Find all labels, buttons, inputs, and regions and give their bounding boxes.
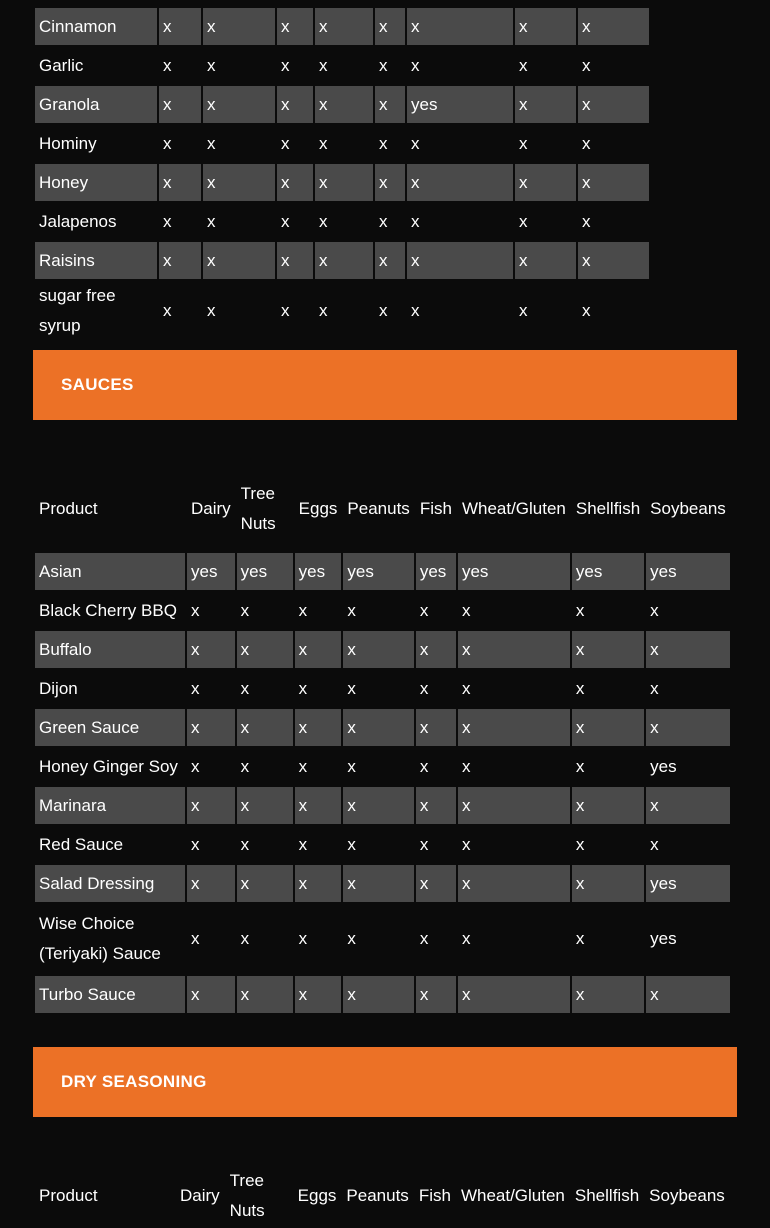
table-row [35, 125, 649, 162]
allergen-value-cell: x [298, 678, 308, 698]
allergen-value-cell: x [187, 631, 235, 668]
allergen-value-cell: x [203, 164, 275, 201]
column-header: Dairy [191, 499, 231, 518]
table-row [35, 8, 649, 45]
allergen-value-cell: x [416, 631, 456, 668]
column-header: Eggs [298, 499, 338, 518]
allergen-value-cell: x [515, 8, 576, 45]
allergen-value-cell: x [519, 133, 528, 153]
allergen-value-cell: x [519, 55, 528, 75]
allergen-value-cell: x [281, 55, 290, 75]
table-header-row [35, 1166, 729, 1226]
allergen-value-cell: x [646, 631, 730, 668]
allergen-value-cell: x [379, 133, 388, 153]
allergen-value-cell: x [343, 631, 413, 668]
allergen-value-cell: x [347, 678, 356, 698]
allergen-value-cell: x [458, 631, 570, 668]
allergen-value-cell: yes [646, 553, 730, 590]
allergen-value-cell: x [343, 709, 413, 746]
column-header: Shellfish [575, 499, 641, 518]
allergen-value-cell: x [295, 865, 342, 902]
product-name-cell: Dijon [39, 678, 78, 698]
table-row [35, 904, 730, 974]
allergen-value-cell: x [240, 600, 250, 620]
allergen-value-cell: yes [237, 553, 293, 590]
table-row [35, 553, 730, 590]
allergen-value-cell: x [578, 164, 649, 201]
allergen-value-cell: x [207, 55, 216, 75]
allergen-value-cell: x [319, 211, 328, 231]
allergen-value-cell: x [461, 600, 471, 620]
column-header: Peanuts [347, 499, 410, 518]
allergen-value-cell: x [240, 929, 250, 948]
allergen-value-cell: x [343, 865, 413, 902]
allergen-value-cell: x [575, 678, 585, 698]
allergen-value-cell: x [572, 709, 644, 746]
table-row [35, 47, 649, 84]
allergen-value-cell: x [416, 787, 456, 824]
column-header: Product [39, 499, 98, 518]
table-row [35, 826, 730, 863]
allergen-value-cell: yes [572, 553, 644, 590]
column-header: Product [39, 1186, 98, 1205]
allergen-value-cell: x [461, 678, 471, 698]
product-name-cell: Honey Ginger Soy [39, 756, 178, 776]
product-name-cell: Green Sauce [35, 709, 185, 746]
table-row [35, 670, 730, 707]
column-header: Wheat/Gluten [461, 499, 566, 518]
table-row [35, 865, 730, 902]
product-name-cell: Black Cherry BBQ [39, 600, 177, 620]
allergen-value-cell: x [572, 787, 644, 824]
column-header: Tree Nuts [240, 484, 276, 533]
allergen-value-cell: x [582, 55, 591, 75]
allergen-value-cell: yes [650, 929, 677, 948]
allergen-value-cell: x [458, 865, 570, 902]
allergen-value-cell: x [411, 301, 420, 320]
allergen-value-cell: x [343, 787, 413, 824]
allergen-value-cell: x [347, 929, 356, 948]
allergen-value-cell: x [187, 976, 235, 1013]
table-row [35, 86, 649, 123]
allergen-value-cell: x [315, 164, 373, 201]
allergen-value-cell: x [458, 976, 570, 1013]
allergen-value-cell: x [187, 709, 235, 746]
table-row [35, 748, 730, 785]
allergen-value-cell: x [419, 600, 429, 620]
allergen-value-cell: x [163, 133, 172, 153]
allergen-value-cell: x [191, 756, 200, 776]
allergen-value-cell: x [582, 133, 591, 153]
allergen-value-cell: x [237, 787, 293, 824]
allergen-value-cell: x [411, 55, 420, 75]
table-row [35, 709, 730, 746]
allergen-value-cell: x [315, 86, 373, 123]
allergen-value-cell: x [343, 976, 413, 1013]
allergen-value-cell: yes [416, 553, 456, 590]
product-name-cell: Garlic [39, 55, 84, 75]
allergen-value-cell: x [277, 8, 313, 45]
column-header: Fish [419, 499, 452, 518]
allergen-value-cell: x [411, 133, 420, 153]
table-row [35, 164, 649, 201]
allergen-value-cell: x [575, 929, 585, 948]
allergen-value-cell: x [419, 678, 429, 698]
column-header: Eggs [297, 1186, 337, 1205]
allergen-value-cell: x [416, 865, 456, 902]
allergen-value-cell: x [458, 787, 570, 824]
product-name-cell: Buffalo [35, 631, 185, 668]
allergen-value-cell: x [237, 865, 293, 902]
product-name-cell: Raisins [35, 242, 157, 279]
allergen-value-cell: x [191, 929, 200, 948]
allergen-value-cell: x [187, 787, 235, 824]
allergen-value-cell: yes [650, 756, 677, 776]
allergen-value-cell: yes [343, 553, 413, 590]
allergen-value-cell: x [515, 164, 576, 201]
allergen-value-cell: x [646, 709, 730, 746]
allergen-value-cell: x [419, 834, 429, 854]
sauces-allergen-table [33, 465, 732, 1015]
sauces-section-header: SAUCES [33, 350, 737, 420]
allergen-value-cell: x [582, 301, 591, 320]
allergen-value-cell: x [375, 242, 405, 279]
allergen-value-cell: x [281, 301, 290, 320]
allergen-value-cell: x [347, 834, 356, 854]
column-header: Wheat/Gluten [460, 1186, 565, 1205]
allergen-value-cell: x [515, 86, 576, 123]
allergen-value-cell: x [159, 164, 201, 201]
allergen-value-cell: x [295, 976, 342, 1013]
allergen-value-cell: x [646, 976, 730, 1013]
column-header: Shellfish [574, 1186, 640, 1205]
allergen-value-cell: x [411, 211, 420, 231]
allergen-value-cell: x [281, 211, 290, 231]
allergen-value-cell: x [237, 709, 293, 746]
product-name-cell: Granola [35, 86, 157, 123]
allergen-value-cell: x [575, 600, 585, 620]
allergen-value-cell: x [407, 164, 513, 201]
allergen-value-cell: x [203, 86, 275, 123]
table-row [35, 203, 649, 240]
allergen-value-cell: x [319, 133, 328, 153]
allergen-value-cell: x [347, 600, 356, 620]
allergen-value-cell: x [407, 242, 513, 279]
allergen-value-cell: x [191, 678, 200, 698]
allergen-value-cell: x [578, 86, 649, 123]
dry-seasoning-allergen-table [33, 1164, 731, 1228]
allergen-value-cell: x [159, 242, 201, 279]
table-row [35, 631, 730, 668]
allergen-value-cell: x [277, 86, 313, 123]
table-row [35, 592, 730, 629]
allergen-value-cell: x [461, 834, 471, 854]
allergen-value-cell: x [191, 600, 200, 620]
column-header: Peanuts [346, 1186, 409, 1205]
allergen-value-cell: x [295, 709, 342, 746]
allergen-value-cell: yes [407, 86, 513, 123]
allergen-value-cell: x [207, 133, 216, 153]
allergen-value-cell: x [375, 86, 405, 123]
allergen-value-cell: x [582, 211, 591, 231]
allergen-value-cell: x [319, 301, 328, 320]
allergen-value-cell: x [650, 600, 659, 620]
allergen-value-cell: x [240, 756, 250, 776]
allergen-value-cell: x [277, 242, 313, 279]
allergen-value-cell: yes [187, 553, 235, 590]
column-header: Soybeans [649, 1186, 725, 1205]
allergen-value-cell: x [379, 55, 388, 75]
allergen-value-cell: x [240, 678, 250, 698]
allergen-value-cell: x [416, 709, 456, 746]
allergen-value-cell: x [650, 834, 659, 854]
allergen-value-cell: x [295, 631, 342, 668]
allergen-value-cell: x [419, 756, 429, 776]
allergen-value-cell: x [159, 86, 201, 123]
allergen-value-cell: x [572, 865, 644, 902]
allergen-value-cell: yes [295, 553, 342, 590]
allergen-value-cell: x [298, 834, 308, 854]
allergen-value-cell: x [159, 8, 201, 45]
allergen-value-cell: x [572, 631, 644, 668]
allergen-value-cell: x [458, 709, 570, 746]
table-header-row [35, 467, 730, 551]
allergen-value-cell: x [419, 929, 429, 948]
allergen-value-cell: x [298, 600, 308, 620]
allergen-value-cell: x [575, 834, 585, 854]
allergen-value-cell: x [379, 211, 388, 231]
allergen-value-cell: x [315, 242, 373, 279]
table-row [35, 242, 649, 279]
allergen-value-cell: x [578, 8, 649, 45]
column-header: Tree Nuts [229, 1171, 265, 1220]
product-name-cell: Wise Choice (Teriyaki) Sauce [39, 914, 161, 963]
allergen-value-cell: x [315, 8, 373, 45]
product-name-cell: Honey [35, 164, 157, 201]
product-name-cell: Hominy [39, 133, 97, 153]
allergen-value-cell: x [281, 133, 290, 153]
allergen-value-cell: x [298, 929, 308, 948]
allergen-value-cell: x [237, 976, 293, 1013]
allergen-value-cell: x [163, 301, 172, 320]
allergen-value-cell: x [203, 242, 275, 279]
allergen-value-cell: x [347, 756, 356, 776]
allergen-value-cell: x [515, 242, 576, 279]
allergen-value-cell: x [407, 8, 513, 45]
allergen-value-cell: x [163, 211, 172, 231]
allergen-value-cell: x [203, 8, 275, 45]
allergen-value-cell: x [237, 631, 293, 668]
column-header: Soybeans [650, 499, 726, 518]
allergen-value-cell: x [379, 301, 388, 320]
allergen-value-cell: x [572, 976, 644, 1013]
allergen-value-cell: x [375, 8, 405, 45]
allergen-value-cell: x [646, 787, 730, 824]
product-name-cell: Marinara [35, 787, 185, 824]
allergen-value-cell: x [191, 834, 200, 854]
table-row [35, 787, 730, 824]
allergen-value-cell: x [240, 834, 250, 854]
allergen-value-cell: yes [646, 865, 730, 902]
allergen-value-cell: x [187, 865, 235, 902]
allergen-table-top [33, 6, 651, 343]
allergen-value-cell: x [319, 55, 328, 75]
allergen-value-cell: x [207, 211, 216, 231]
allergen-value-cell: x [461, 756, 471, 776]
column-header: Fish [418, 1186, 451, 1205]
product-name-cell: Red Sauce [39, 834, 124, 854]
allergen-value-cell: x [163, 55, 172, 75]
allergen-value-cell: x [295, 787, 342, 824]
table-row [35, 976, 730, 1013]
allergen-value-cell: x [298, 756, 308, 776]
allergen-value-cell: x [277, 164, 313, 201]
allergen-value-cell: x [207, 301, 216, 320]
allergen-value-cell: x [650, 678, 659, 698]
product-name-cell: Cinnamon [35, 8, 157, 45]
dry-seasoning-section-header: DRY SEASONING [33, 1047, 737, 1117]
allergen-value-cell: x [578, 242, 649, 279]
allergen-value-cell: x [519, 301, 528, 320]
product-name-cell: Salad Dressing [35, 865, 185, 902]
allergen-value-cell: x [461, 929, 471, 948]
column-header: Dairy [180, 1186, 220, 1205]
allergen-value-cell: x [519, 211, 528, 231]
allergen-value-cell: x [416, 976, 456, 1013]
allergen-value-cell: x [375, 164, 405, 201]
product-name-cell: Jalapenos [39, 211, 117, 231]
allergen-value-cell: yes [458, 553, 570, 590]
product-name-cell: Turbo Sauce [35, 976, 185, 1013]
table-row [35, 281, 649, 341]
product-name-cell: sugar free syrup [39, 286, 116, 335]
allergen-value-cell: x [575, 756, 585, 776]
product-name-cell: Asian [35, 553, 185, 590]
